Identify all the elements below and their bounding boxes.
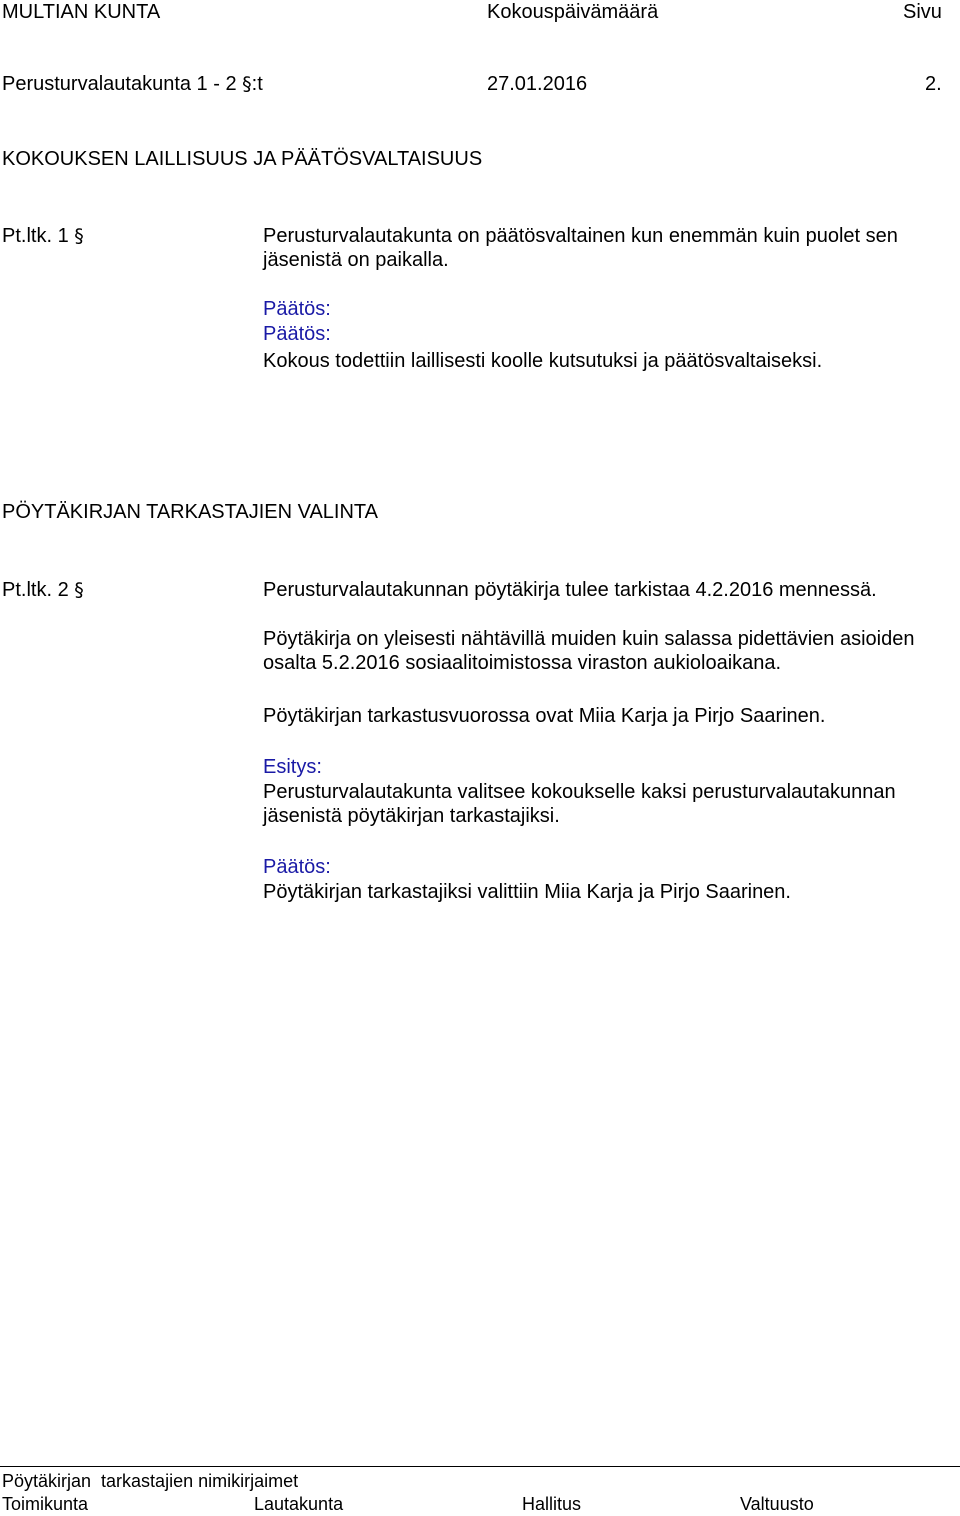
footer-divider bbox=[0, 1466, 960, 1467]
section-symbol: § bbox=[74, 579, 84, 601]
item-2-proposal-label: Esitys: bbox=[263, 756, 322, 778]
item-1-decision: Kokous todettiin laillisesti koolle kutsutuksi ja päätösvaltaiseksi. bbox=[263, 350, 823, 372]
item-1-ref-label: Pt.ltk. 1 bbox=[2, 225, 69, 247]
committee-name: Perusturvalautakunta 1 - 2 bbox=[2, 73, 237, 95]
item-1-decision-label-2: Päätös: bbox=[263, 323, 331, 345]
footer-column-2: Lautakunta bbox=[254, 1494, 344, 1514]
municipality-name: MULTIAN KUNTA bbox=[2, 1, 161, 23]
item-2-proposal: Perusturvalautakunta valitsee kokoukselle kaksi perusturvalautakunnan jäsenistä pöytäkirjan tarkastajiksi. bbox=[263, 781, 896, 827]
item-2-text-2: Pöytäkirja on yleisesti nähtävillä muiden kuin salassa pidettävien asioiden osalta 5.2.2016 sosiaalitoimistossa viraston aukioloaikana. bbox=[263, 628, 915, 674]
footer-column-4: Valtuusto bbox=[740, 1494, 814, 1514]
meeting-date: 27.01.2016 bbox=[487, 73, 588, 95]
section-suffix: :t bbox=[251, 73, 263, 95]
item-2-text-1: Perusturvalautakunnan pöytäkirja tulee tarkistaa 4.2.2016 mennessä. bbox=[263, 579, 877, 601]
section-symbol: § bbox=[74, 225, 84, 247]
signatures-label: Pöytäkirjan tarkastajien nimikirjaimet bbox=[2, 1471, 299, 1491]
item-2-ref-label: Pt.ltk. 2 bbox=[2, 579, 69, 601]
section-symbol: § bbox=[242, 73, 252, 95]
date-column-label: Kokouspäivämäärä bbox=[487, 1, 659, 23]
item-2-text-3: Pöytäkirjan tarkastusvuorossa ovat Miia Karja ja Pirjo Saarinen. bbox=[263, 705, 826, 727]
item-1-decision-label-1: Päätös: bbox=[263, 298, 331, 320]
page-column-label: Sivu bbox=[903, 1, 942, 23]
item-2-ref bbox=[2, 578, 84, 602]
item-2-decision-label: Päätös: bbox=[263, 856, 331, 878]
footer-column-1: Toimikunta bbox=[2, 1494, 89, 1514]
item-2-decision: Pöytäkirjan tarkastajiksi valittiin Miia Karja ja Pirjo Saarinen. bbox=[263, 881, 791, 903]
footer-column-3: Hallitus bbox=[522, 1494, 582, 1514]
item-1-ref bbox=[2, 224, 84, 248]
item-1-title: KOKOUKSEN LAILLISUUS JA PÄÄTÖSVALTAISUUS bbox=[2, 148, 483, 170]
item-1-text: Perusturvalautakunta on päätösvaltainen kun enemmän kuin puolet sen jäsenistä on paikalla. bbox=[263, 225, 898, 271]
page-number: 2. bbox=[925, 73, 942, 95]
item-2-title: PÖYTÄKIRJAN TARKASTAJIEN VALINTA bbox=[2, 501, 379, 523]
header-body-line bbox=[2, 72, 263, 96]
